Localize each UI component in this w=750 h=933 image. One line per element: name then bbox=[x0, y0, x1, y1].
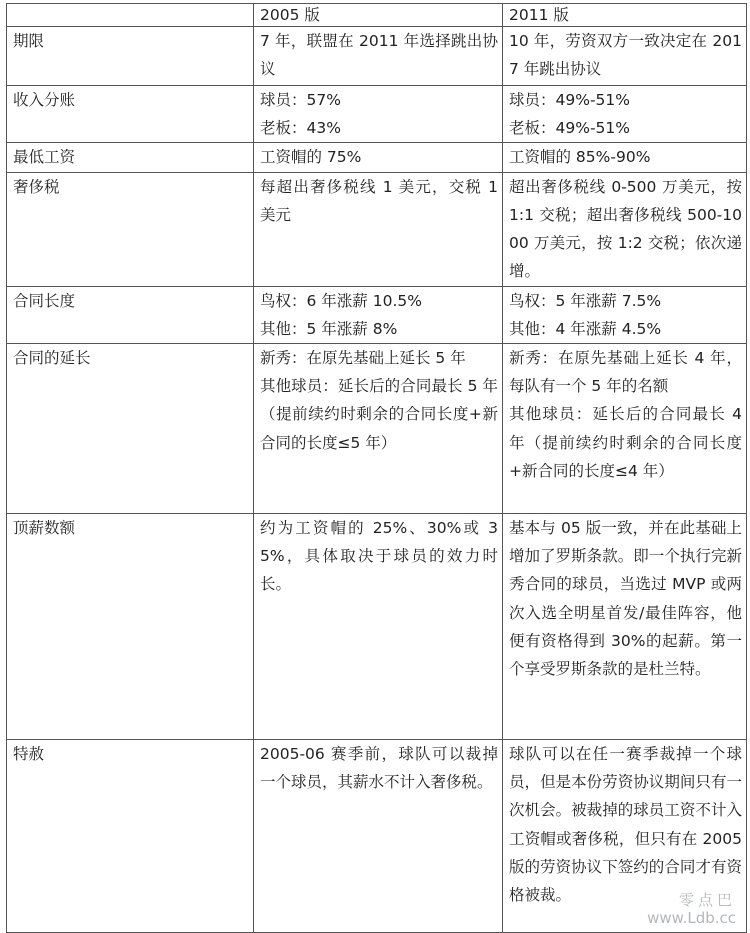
row-label-revenue-split: 收入分账 bbox=[7, 86, 254, 143]
cell-revenue-split-2005 bbox=[254, 86, 503, 143]
cell-line: 基本与 05 版一致，并在此基础上增加了罗斯条款。即一个执行完新秀合同的球员，当选过 MVP 或两次入选全明星首发/最佳阵容，他便有资格得到 30%的起薪。第一个享受罗斯条款的是杜兰特。 bbox=[509, 519, 742, 679]
header-cell-2011: 2011 版 bbox=[503, 4, 747, 27]
cell-line: 新秀：在原先基础上延长 5 年 bbox=[260, 349, 466, 368]
header-row bbox=[7, 4, 747, 27]
cell-minimum-salary-2011 bbox=[503, 143, 747, 172]
cell-line: 其他：4 年涨薪 4.5% bbox=[509, 319, 662, 338]
row-luxury-tax bbox=[7, 172, 747, 286]
watermark-url: www.Ldb.cc bbox=[647, 909, 736, 927]
cba-comparison-table bbox=[6, 3, 747, 933]
cell-line: 其他：5 年涨薪 8% bbox=[260, 319, 398, 338]
row-label-contract-extension: 合同的延长 bbox=[7, 344, 254, 514]
row-label-max-salary: 顶薪数额 bbox=[7, 514, 254, 740]
cell-line: 2005-06 赛季前，球队可以裁掉一个球员，其薪水不计入奢侈税。 bbox=[260, 745, 498, 792]
cell-contract-length-2011 bbox=[503, 286, 747, 343]
cell-line: 约为工资帽的 25%、30%或 35%，具体取决于球员的效力时长。 bbox=[260, 519, 498, 594]
cell-line: 工资帽的 85%-90% bbox=[509, 148, 651, 167]
row-minimum-salary bbox=[7, 143, 747, 172]
row-revenue-split bbox=[7, 86, 747, 143]
row-term bbox=[7, 27, 747, 86]
cell-minimum-salary-2005 bbox=[254, 143, 503, 172]
cell-line: 10 年，劳资双方一致决定在 2017 年跳出协议 bbox=[509, 32, 742, 79]
watermark-brand: 零点巴 bbox=[678, 891, 736, 909]
row-label-amnesty: 特赦 bbox=[7, 740, 254, 933]
cell-amnesty-2011 bbox=[503, 740, 747, 933]
cell-max-salary-2005 bbox=[254, 514, 503, 740]
cell-max-salary-2011 bbox=[503, 514, 747, 740]
cell-line: 工资帽的 75% bbox=[260, 148, 362, 167]
table-body bbox=[7, 4, 747, 933]
cell-contract-extension-2005 bbox=[254, 344, 503, 514]
header-cell-empty bbox=[7, 4, 254, 27]
cell-line: 球队可以在任一赛季裁掉一个球员，但是本份劳资协议期间只有一次机会。被裁掉的球员工资不计入工资帽或奢侈税，但只有在 2005 版的劳资协议下签约的合同才有资格被裁。 bbox=[509, 745, 742, 905]
cell-line: 超出奢侈税线 0-500 万美元，按 1:1 交税；超出奢侈税线 500-1000 万美元，按 1:2 交税；依次递增。 bbox=[509, 177, 742, 281]
cell-luxury-tax-2005 bbox=[254, 172, 503, 286]
cell-contract-length-2005 bbox=[254, 286, 503, 343]
cell-amnesty-2005 bbox=[254, 740, 503, 933]
cell-line: 球员：57% bbox=[260, 91, 341, 109]
cell-line: 鸟权：6 年涨薪 10.5% bbox=[260, 291, 422, 310]
cell-luxury-tax-2011 bbox=[503, 172, 747, 286]
cell-line: 新秀：在原先基础上延长 4 年，每队有一个 5 年的名额 bbox=[509, 349, 742, 396]
cell-line: 其他球员：延长后的合同最长 5 年（提前续约时剩余的合同长度+新合同的长度≤5 年） bbox=[260, 377, 498, 452]
row-contract-extension bbox=[7, 344, 747, 514]
cell-line: 老板：49%-51% bbox=[509, 119, 630, 138]
row-label-contract-length: 合同长度 bbox=[7, 286, 254, 343]
cell-line: 老板：43% bbox=[260, 119, 341, 138]
row-amnesty bbox=[7, 740, 747, 933]
cell-line: 球员：49%-51% bbox=[509, 91, 630, 109]
row-contract-length bbox=[7, 286, 747, 343]
cell-line: 鸟权：5 年涨薪 7.5% bbox=[509, 291, 662, 310]
cell-line: 其他球员：延长后的合同最长 4 年（提前续约时剩余的合同长度+新合同的长度≤4 年） bbox=[509, 405, 742, 480]
cell-line: 7 年，联盟在 2011 年选择跳出协议 bbox=[260, 32, 498, 79]
cell-revenue-split-2011 bbox=[503, 86, 747, 143]
cell-term-2005 bbox=[254, 27, 503, 86]
row-max-salary bbox=[7, 514, 747, 740]
header-cell-2005: 2005 版 bbox=[254, 4, 503, 27]
cell-line: 每超出奢侈税线 1 美元，交税 1 美元 bbox=[260, 177, 498, 224]
row-label-term: 期限 bbox=[7, 27, 254, 86]
row-label-minimum-salary: 最低工资 bbox=[7, 143, 254, 172]
row-label-luxury-tax: 奢侈税 bbox=[7, 172, 254, 286]
cell-contract-extension-2011 bbox=[503, 344, 747, 514]
cell-term-2011 bbox=[503, 27, 747, 86]
